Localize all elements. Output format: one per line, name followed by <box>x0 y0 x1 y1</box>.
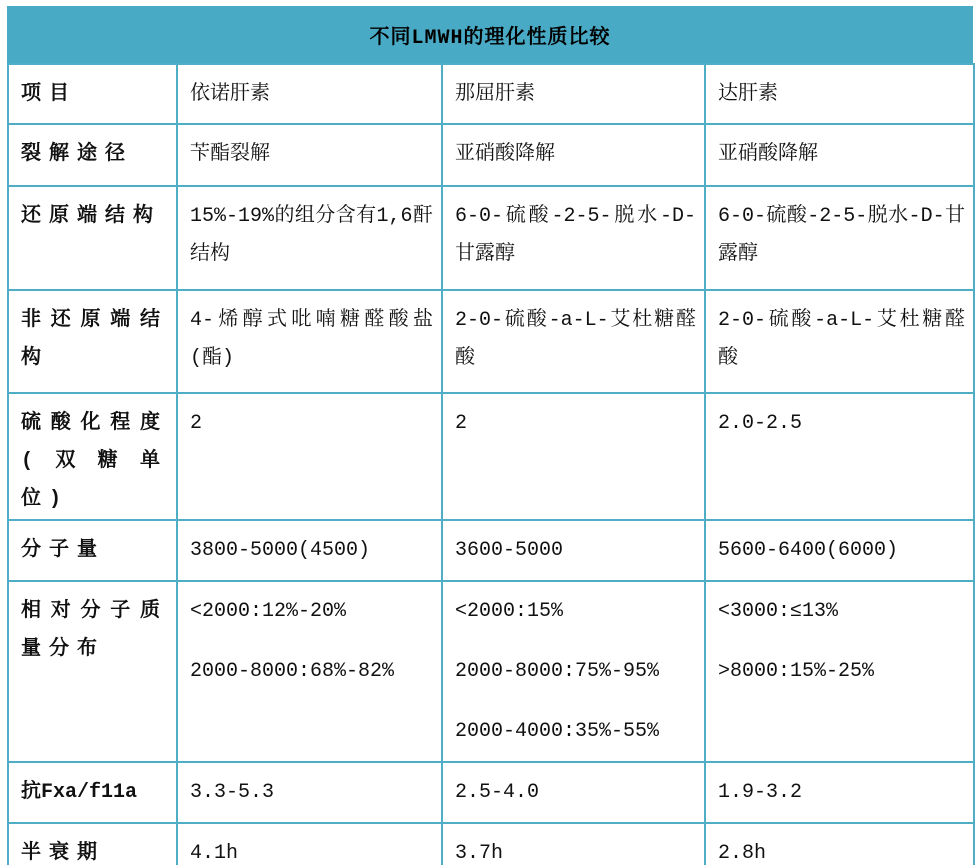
row-label-cell <box>8 393 177 520</box>
cell-line: 3600-5000 <box>455 539 564 562</box>
cell-line: <3000:≤13% <box>718 600 839 623</box>
data-cell <box>442 393 705 520</box>
table-row-cleavage <box>8 124 974 186</box>
cell-line: 1.9-3.2 <box>718 781 803 804</box>
data-cell <box>705 290 974 393</box>
data-cell <box>705 520 974 581</box>
cell-line: 3.7h <box>455 842 504 865</box>
row-label-cell <box>8 186 177 290</box>
cell-line: <2000:15% <box>455 600 564 623</box>
cell-line: 2-0-硫酸-a-L-艾杜糖醛酸 <box>455 309 696 370</box>
row-label-cell <box>8 290 177 393</box>
data-cell <box>177 124 442 186</box>
table-row-nonreducing-end <box>8 290 974 393</box>
data-cell <box>442 290 705 393</box>
data-cell <box>177 581 442 762</box>
table-row-molecular-weight <box>8 520 974 581</box>
data-cell <box>705 823 974 865</box>
header-label: 达肝素 <box>718 83 778 106</box>
header-cell-dalteparin <box>705 64 974 124</box>
data-cell <box>442 520 705 581</box>
cell-line: 2000-8000:68%-82% <box>190 660 395 683</box>
cell-line: <2000:12%-20% <box>190 600 347 623</box>
data-cell <box>705 581 974 762</box>
header-cell-nadroparin <box>442 64 705 124</box>
comparison-table-container <box>7 6 973 865</box>
cell-line: 15%-19%的组分含有1,6酐结构 <box>190 205 433 266</box>
title-band <box>7 6 973 63</box>
table-row-sulfation-degree <box>8 393 974 520</box>
data-cell <box>442 823 705 865</box>
data-cell <box>705 124 974 186</box>
cell-line: 2 <box>455 412 468 435</box>
data-cell <box>177 290 442 393</box>
table-row-anti-fxa-fiia <box>8 762 974 823</box>
data-cell <box>442 186 705 290</box>
row-label: 相对分子质量分布 <box>21 600 168 661</box>
row-label-cell <box>8 823 177 865</box>
cell-line: 2.8h <box>718 842 767 865</box>
row-label: 分子量 <box>21 539 105 562</box>
row-label-cell <box>8 520 177 581</box>
data-cell <box>705 186 974 290</box>
header-label: 项目 <box>21 83 77 106</box>
cell-line: 2.5-4.0 <box>455 781 540 804</box>
row-label: 裂解途径 <box>21 143 133 166</box>
table-title: 不同LMWH的理化性质比较 <box>369 26 611 50</box>
cell-line: 4-烯醇式吡喃糖醛酸盐(酯) <box>190 309 433 370</box>
data-cell <box>705 393 974 520</box>
cell-line: 2 <box>190 412 203 435</box>
header-cell-enoxaparin <box>177 64 442 124</box>
header-label: 依诺肝素 <box>190 83 270 106</box>
cell-line: 6-0-硫酸-2-5-脱水-D-甘露醇 <box>455 205 696 266</box>
row-label: 硫酸化程度(双糖单位) <box>21 412 168 511</box>
cell-line: 2000-8000:75%-95% <box>455 660 660 683</box>
data-cell <box>177 823 442 865</box>
cell-line: >8000:15%-25% <box>718 660 875 683</box>
cell-line: 亚硝酸降解 <box>718 143 818 166</box>
cell-line: 4.1h <box>190 842 239 865</box>
cell-line: 苄酯裂解 <box>190 143 270 166</box>
data-cell <box>442 124 705 186</box>
cell-line: 2000-4000:35%-55% <box>455 720 660 743</box>
row-label-cell <box>8 762 177 823</box>
data-cell <box>177 186 442 290</box>
cell-line: 3800-5000(4500) <box>190 539 371 562</box>
cell-line: 6-0-硫酸-2-5-脱水-D-甘露醇 <box>718 205 965 266</box>
header-cell-item <box>8 64 177 124</box>
row-label: 半衰期 <box>21 842 105 865</box>
cell-line: 2-0-硫酸-a-L-艾杜糖醛酸 <box>718 309 965 370</box>
cell-line: 5600-6400(6000) <box>718 539 899 562</box>
table-row-mw-distribution <box>8 581 974 762</box>
data-cell <box>442 581 705 762</box>
table-header-row <box>8 64 974 124</box>
header-label: 那屈肝素 <box>455 83 535 106</box>
row-label: 非还原端结构 <box>21 309 168 370</box>
comparison-table <box>7 63 975 865</box>
data-cell <box>177 520 442 581</box>
data-cell <box>442 762 705 823</box>
table-row-reducing-end <box>8 186 974 290</box>
data-cell <box>705 762 974 823</box>
row-label: 抗Fxa/f11a <box>21 781 138 804</box>
table-row-half-life <box>8 823 974 865</box>
data-cell <box>177 762 442 823</box>
cell-line: 亚硝酸降解 <box>455 143 555 166</box>
row-label-cell <box>8 581 177 762</box>
cell-line: 2.0-2.5 <box>718 412 803 435</box>
row-label: 还原端结构 <box>21 205 161 228</box>
row-label-cell <box>8 124 177 186</box>
cell-line: 3.3-5.3 <box>190 781 275 804</box>
data-cell <box>177 393 442 520</box>
